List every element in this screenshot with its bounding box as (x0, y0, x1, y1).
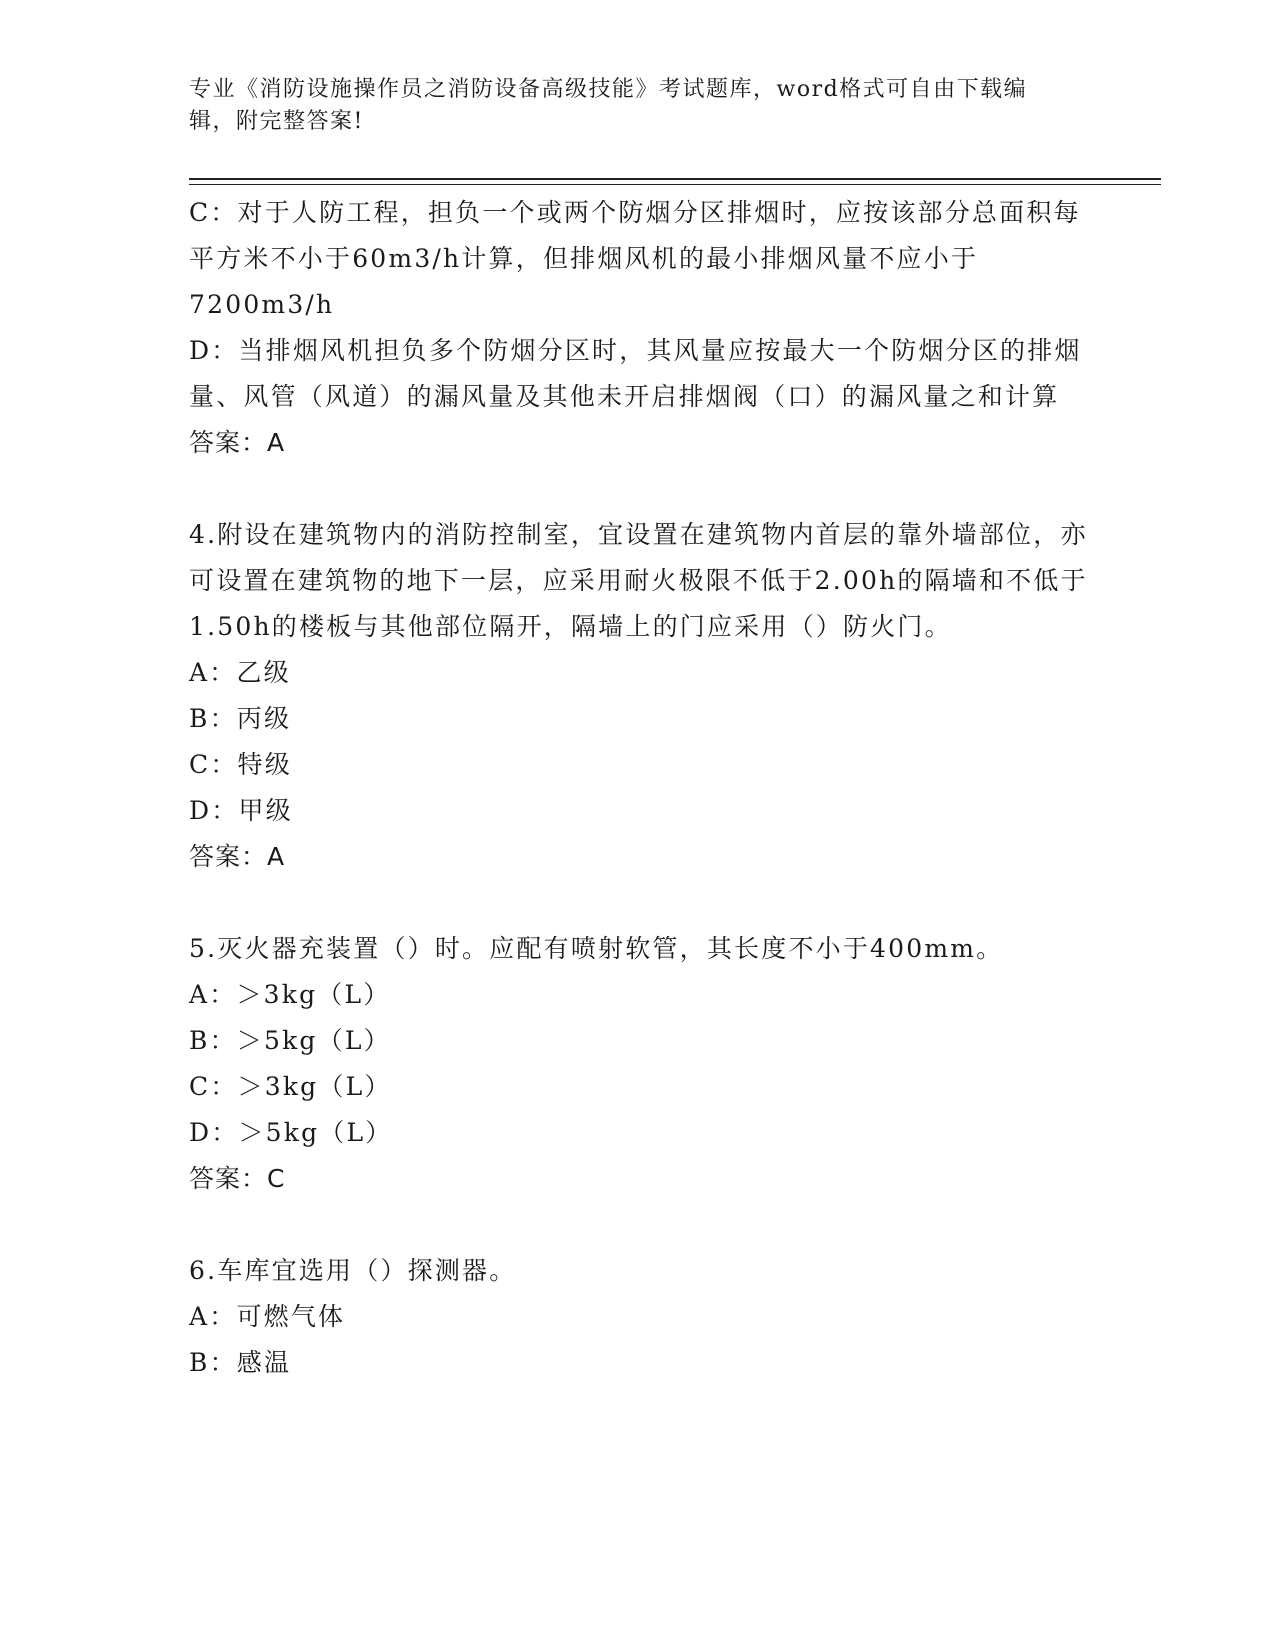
option-a: A：乙级 (189, 658, 291, 687)
option-b: B：感温 (189, 1348, 292, 1377)
prev-answer: 答案：A (189, 428, 286, 457)
option-d: D：甲级 (189, 796, 293, 825)
option-b: B：＞5kg（L） (189, 1026, 391, 1055)
header-rule-thin (189, 184, 1161, 185)
option-b: B：丙级 (189, 704, 292, 733)
prev-option-c: C：对于人防工程，担负一个或两个防烟分区排烟时，应按该部分总面积每平方米不小于60m3/h计算，但排烟风机的最小排烟风量不应小于7200m3/h (189, 198, 1081, 319)
option-c: C：＞3kg（L） (189, 1072, 392, 1101)
option-c: C：特级 (189, 750, 292, 779)
answer: 答案：C (189, 1164, 286, 1193)
spacer (189, 880, 1089, 926)
question-text: 6.车库宜选用（）探测器。 (189, 1256, 517, 1285)
spacer (189, 1202, 1089, 1248)
question-4 (189, 512, 1089, 880)
document-header (189, 74, 1069, 138)
question-content (189, 190, 1089, 1386)
header-rule-thick (189, 178, 1161, 180)
option-a: A：＞3kg（L） (189, 980, 391, 1009)
question-6 (189, 1248, 1089, 1386)
question-5 (189, 926, 1089, 1202)
option-d: D：＞5kg（L） (189, 1118, 393, 1147)
prev-option-d: D：当排烟风机担负多个防烟分区时，其风量应按最大一个防烟分区的排烟量、风管（风道）的漏风量及其他未开启排烟阀（口）的漏风量之和计算 (189, 336, 1082, 411)
question-text: 4.附设在建筑物内的消防控制室，宜设置在建筑物内首层的靠外墙部位，亦可设置在建筑物的地下一层，应采用耐火极限不低于2.00h的隔墙和不低于1.50h的楼板与其他部位隔开，隔墙上的门应采用（）防火门。 (189, 520, 1088, 641)
spacer (189, 466, 1089, 512)
answer: 答案：A (189, 842, 286, 871)
document-title: 专业《消防设施操作员之消防设备高级技能》考试题库，word格式可自由下载编辑，附完整答案! (189, 77, 1028, 134)
option-a: A：可燃气体 (189, 1302, 346, 1331)
question-text: 5.灭火器充装置（）时。应配有喷射软管，其长度不小于400mm。 (189, 934, 1004, 963)
